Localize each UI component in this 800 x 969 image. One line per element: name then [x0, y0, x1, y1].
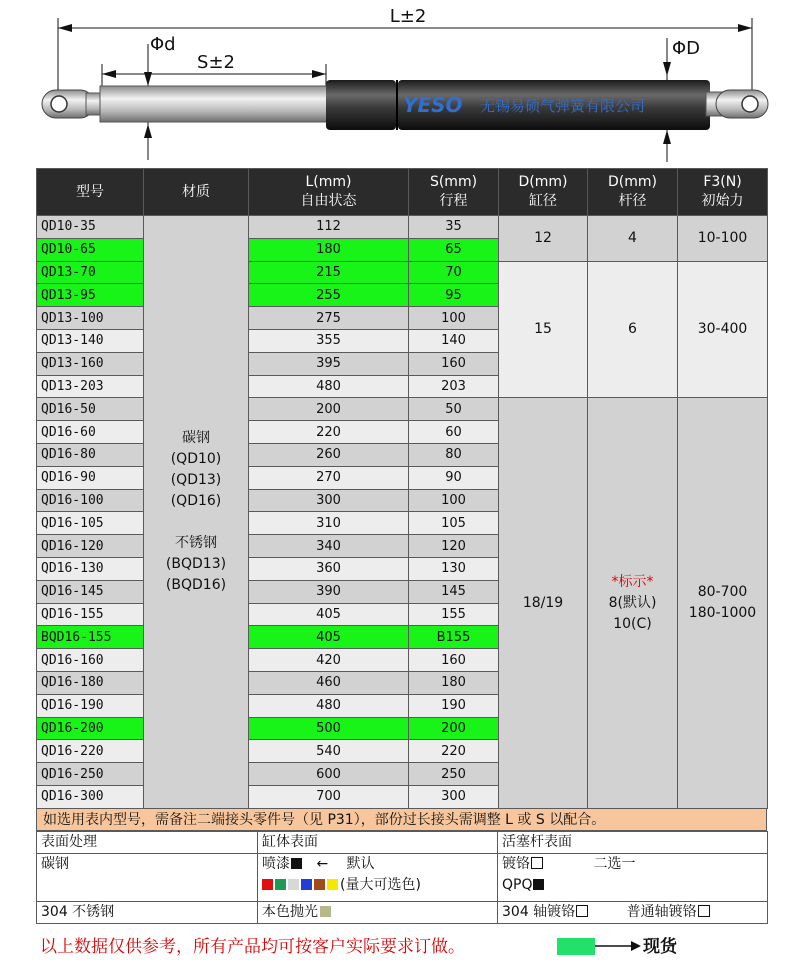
stroke-cell: 50: [409, 398, 499, 421]
length-cell: 220: [249, 421, 409, 444]
model-cell: QD16-155: [37, 603, 144, 626]
rod-dia-cell: 6: [588, 261, 678, 398]
chrome-checkbox: [531, 857, 543, 869]
length-cell: 180: [249, 238, 409, 261]
stroke-cell: 100: [409, 307, 499, 330]
piston-rod: [100, 86, 330, 122]
length-cell: 310: [249, 512, 409, 535]
stroke-cell: 160: [409, 352, 499, 375]
model-cell: QD10-65: [37, 238, 144, 261]
length-cell: 500: [249, 717, 409, 740]
surface-header: 表面处理: [37, 832, 258, 854]
stroke-cell: 60: [409, 421, 499, 444]
model-cell: QD13-70: [37, 261, 144, 284]
spec-table: [36, 168, 768, 809]
length-cell: 260: [249, 443, 409, 466]
length-cell: 355: [249, 329, 409, 352]
model-cell: QD16-120: [37, 535, 144, 558]
model-cell: QD16-80: [37, 443, 144, 466]
arrow-left-icon: ←: [316, 856, 329, 872]
model-cell: QD16-220: [37, 740, 144, 763]
stroke-cell: 100: [409, 489, 499, 512]
length-cell: 215: [249, 261, 409, 284]
length-cell: 390: [249, 580, 409, 603]
model-cell: QD16-250: [37, 763, 144, 786]
disclaimer-text: 以上数据仅供参考，所有产品均可按客户实际要求订做。: [40, 937, 465, 957]
length-cell: 420: [249, 649, 409, 672]
force-cell: 10-100: [678, 216, 768, 262]
length-dimension-label: L±2: [389, 6, 427, 27]
model-cell: QD13-95: [37, 284, 144, 307]
black-swatch: [291, 858, 302, 869]
paint-color-swatch: [314, 879, 325, 890]
length-cell: 540: [249, 740, 409, 763]
stroke-cell: 140: [409, 329, 499, 352]
table-row: [37, 216, 768, 239]
length-cell: 600: [249, 763, 409, 786]
length-cell: 405: [249, 603, 409, 626]
chrome304-checkbox: [576, 905, 588, 917]
stroke-cell: 145: [409, 580, 499, 603]
stroke-dimension-label: S±2: [197, 52, 235, 73]
header-rod-dia: D(mm) 杆径: [588, 169, 678, 216]
stroke-cell: 90: [409, 466, 499, 489]
rod-diameter-label: Φd: [150, 34, 176, 55]
stroke-cell: 155: [409, 603, 499, 626]
model-cell: QD16-60: [37, 421, 144, 444]
header-force: F3(N) 初始力: [678, 169, 768, 216]
model-cell: QD16-100: [37, 489, 144, 512]
stainless-rod-options: 304 轴镀铬 普通轴镀铬: [498, 902, 768, 924]
model-cell: QD16-130: [37, 557, 144, 580]
length-cell: 200: [249, 398, 409, 421]
stroke-cell: 190: [409, 694, 499, 717]
paint-color-swatch: [262, 879, 273, 890]
length-cell: 700: [249, 785, 409, 808]
length-cell: 405: [249, 626, 409, 649]
length-cell: 460: [249, 671, 409, 694]
paint-color-swatch: [288, 879, 299, 890]
table-header-row: [37, 169, 768, 216]
footer: [40, 932, 780, 962]
company-name: 无锡易硕气弹簧有限公司: [480, 97, 646, 115]
brand-logo: YESO: [403, 93, 463, 117]
stroke-cell: 120: [409, 535, 499, 558]
length-cell: 480: [249, 375, 409, 398]
length-cell: 275: [249, 307, 409, 330]
rod-surface-header: 活塞杆表面: [498, 832, 768, 854]
stroke-cell: 300: [409, 785, 499, 808]
qpq-checkbox: [533, 879, 544, 890]
arrow-right-icon: [593, 936, 643, 956]
model-cell: QD16-50: [37, 398, 144, 421]
cylinder-dia-cell: 15: [499, 261, 588, 398]
normal-chrome-checkbox: [698, 905, 710, 917]
paint-color-swatch: [301, 879, 312, 890]
stock-color-swatch: [557, 938, 595, 955]
force-cell: 80-700 180-1000: [678, 398, 768, 809]
stroke-cell: 200: [409, 717, 499, 740]
selection-note: 如选用表内型号，需备注二端接头零件号（见 P31），部份过长接头需调整 L 或 S 以配合。: [36, 809, 767, 831]
polish-swatch: [320, 906, 331, 917]
length-cell: 360: [249, 557, 409, 580]
stroke-cell: B155: [409, 626, 499, 649]
header-material: 材质: [144, 169, 249, 216]
model-cell: QD16-300: [37, 785, 144, 808]
length-cell: 340: [249, 535, 409, 558]
stroke-cell: 250: [409, 763, 499, 786]
color-swatches: [262, 877, 340, 893]
model-cell: QD13-203: [37, 375, 144, 398]
stroke-cell: 160: [409, 649, 499, 672]
force-cell: 30-400: [678, 261, 768, 398]
finish-table: [36, 831, 768, 924]
stroke-cell: 35: [409, 216, 499, 239]
stroke-cell: 105: [409, 512, 499, 535]
paint-color-swatch: [327, 879, 338, 890]
model-cell: QD13-140: [37, 329, 144, 352]
paint-options: 喷漆 ← 默认 (量大可选色): [258, 854, 498, 902]
model-cell: QD13-100: [37, 307, 144, 330]
carbon-steel-label: 碳钢: [37, 854, 258, 902]
length-cell: 395: [249, 352, 409, 375]
model-cell: QD16-180: [37, 671, 144, 694]
length-cell: 255: [249, 284, 409, 307]
stroke-cell: 180: [409, 671, 499, 694]
model-cell: QD16-190: [37, 694, 144, 717]
left-eye-end: [42, 90, 102, 118]
length-cell: 300: [249, 489, 409, 512]
model-cell: QD16-90: [37, 466, 144, 489]
stroke-cell: 95: [409, 284, 499, 307]
model-cell: QD16-145: [37, 580, 144, 603]
polish-option: 本色抛光: [258, 902, 498, 924]
header-length: L(mm) 自由状态: [249, 169, 409, 216]
gas-spring-diagram: [0, 0, 800, 168]
length-cell: 480: [249, 694, 409, 717]
model-cell: QD13-160: [37, 352, 144, 375]
header-stroke: S(mm) 行程: [409, 169, 499, 216]
model-cell: QD16-105: [37, 512, 144, 535]
stroke-cell: 220: [409, 740, 499, 763]
header-model: 型号: [37, 169, 144, 216]
cylinder-dia-cell: 12: [499, 216, 588, 262]
model-cell: BQD16-155: [37, 626, 144, 649]
cylinder-dia-cell: 18/19: [499, 398, 588, 809]
length-cell: 270: [249, 466, 409, 489]
cylinder-diameter-label: ΦD: [672, 38, 701, 59]
material-cell: 碳钢 (QD10) (QD13) (QD16) 不锈钢 (BQD13) (BQD16): [144, 216, 249, 809]
stroke-cell: 130: [409, 557, 499, 580]
header-cylinder-dia: D(mm) 缸径: [499, 169, 588, 216]
stainless-label: 304 不锈钢: [37, 902, 258, 924]
paint-color-swatch: [275, 879, 286, 890]
rod-dia-cell: *标示* 8(默认) 10(C): [588, 398, 678, 809]
stroke-cell: 203: [409, 375, 499, 398]
stock-legend-label: 现货: [643, 937, 677, 957]
stroke-cell: 80: [409, 443, 499, 466]
rod-options: 镀铬 二选一 QPQ: [498, 854, 768, 902]
cylinder-surface-header: 缸体表面: [258, 832, 498, 854]
stroke-cell: 65: [409, 238, 499, 261]
length-cell: 112: [249, 216, 409, 239]
model-cell: QD10-35: [37, 216, 144, 239]
model-cell: QD16-160: [37, 649, 144, 672]
model-cell: QD16-200: [37, 717, 144, 740]
right-eye-end: [706, 90, 768, 118]
stroke-cell: 70: [409, 261, 499, 284]
rod-dia-cell: 4: [588, 216, 678, 262]
